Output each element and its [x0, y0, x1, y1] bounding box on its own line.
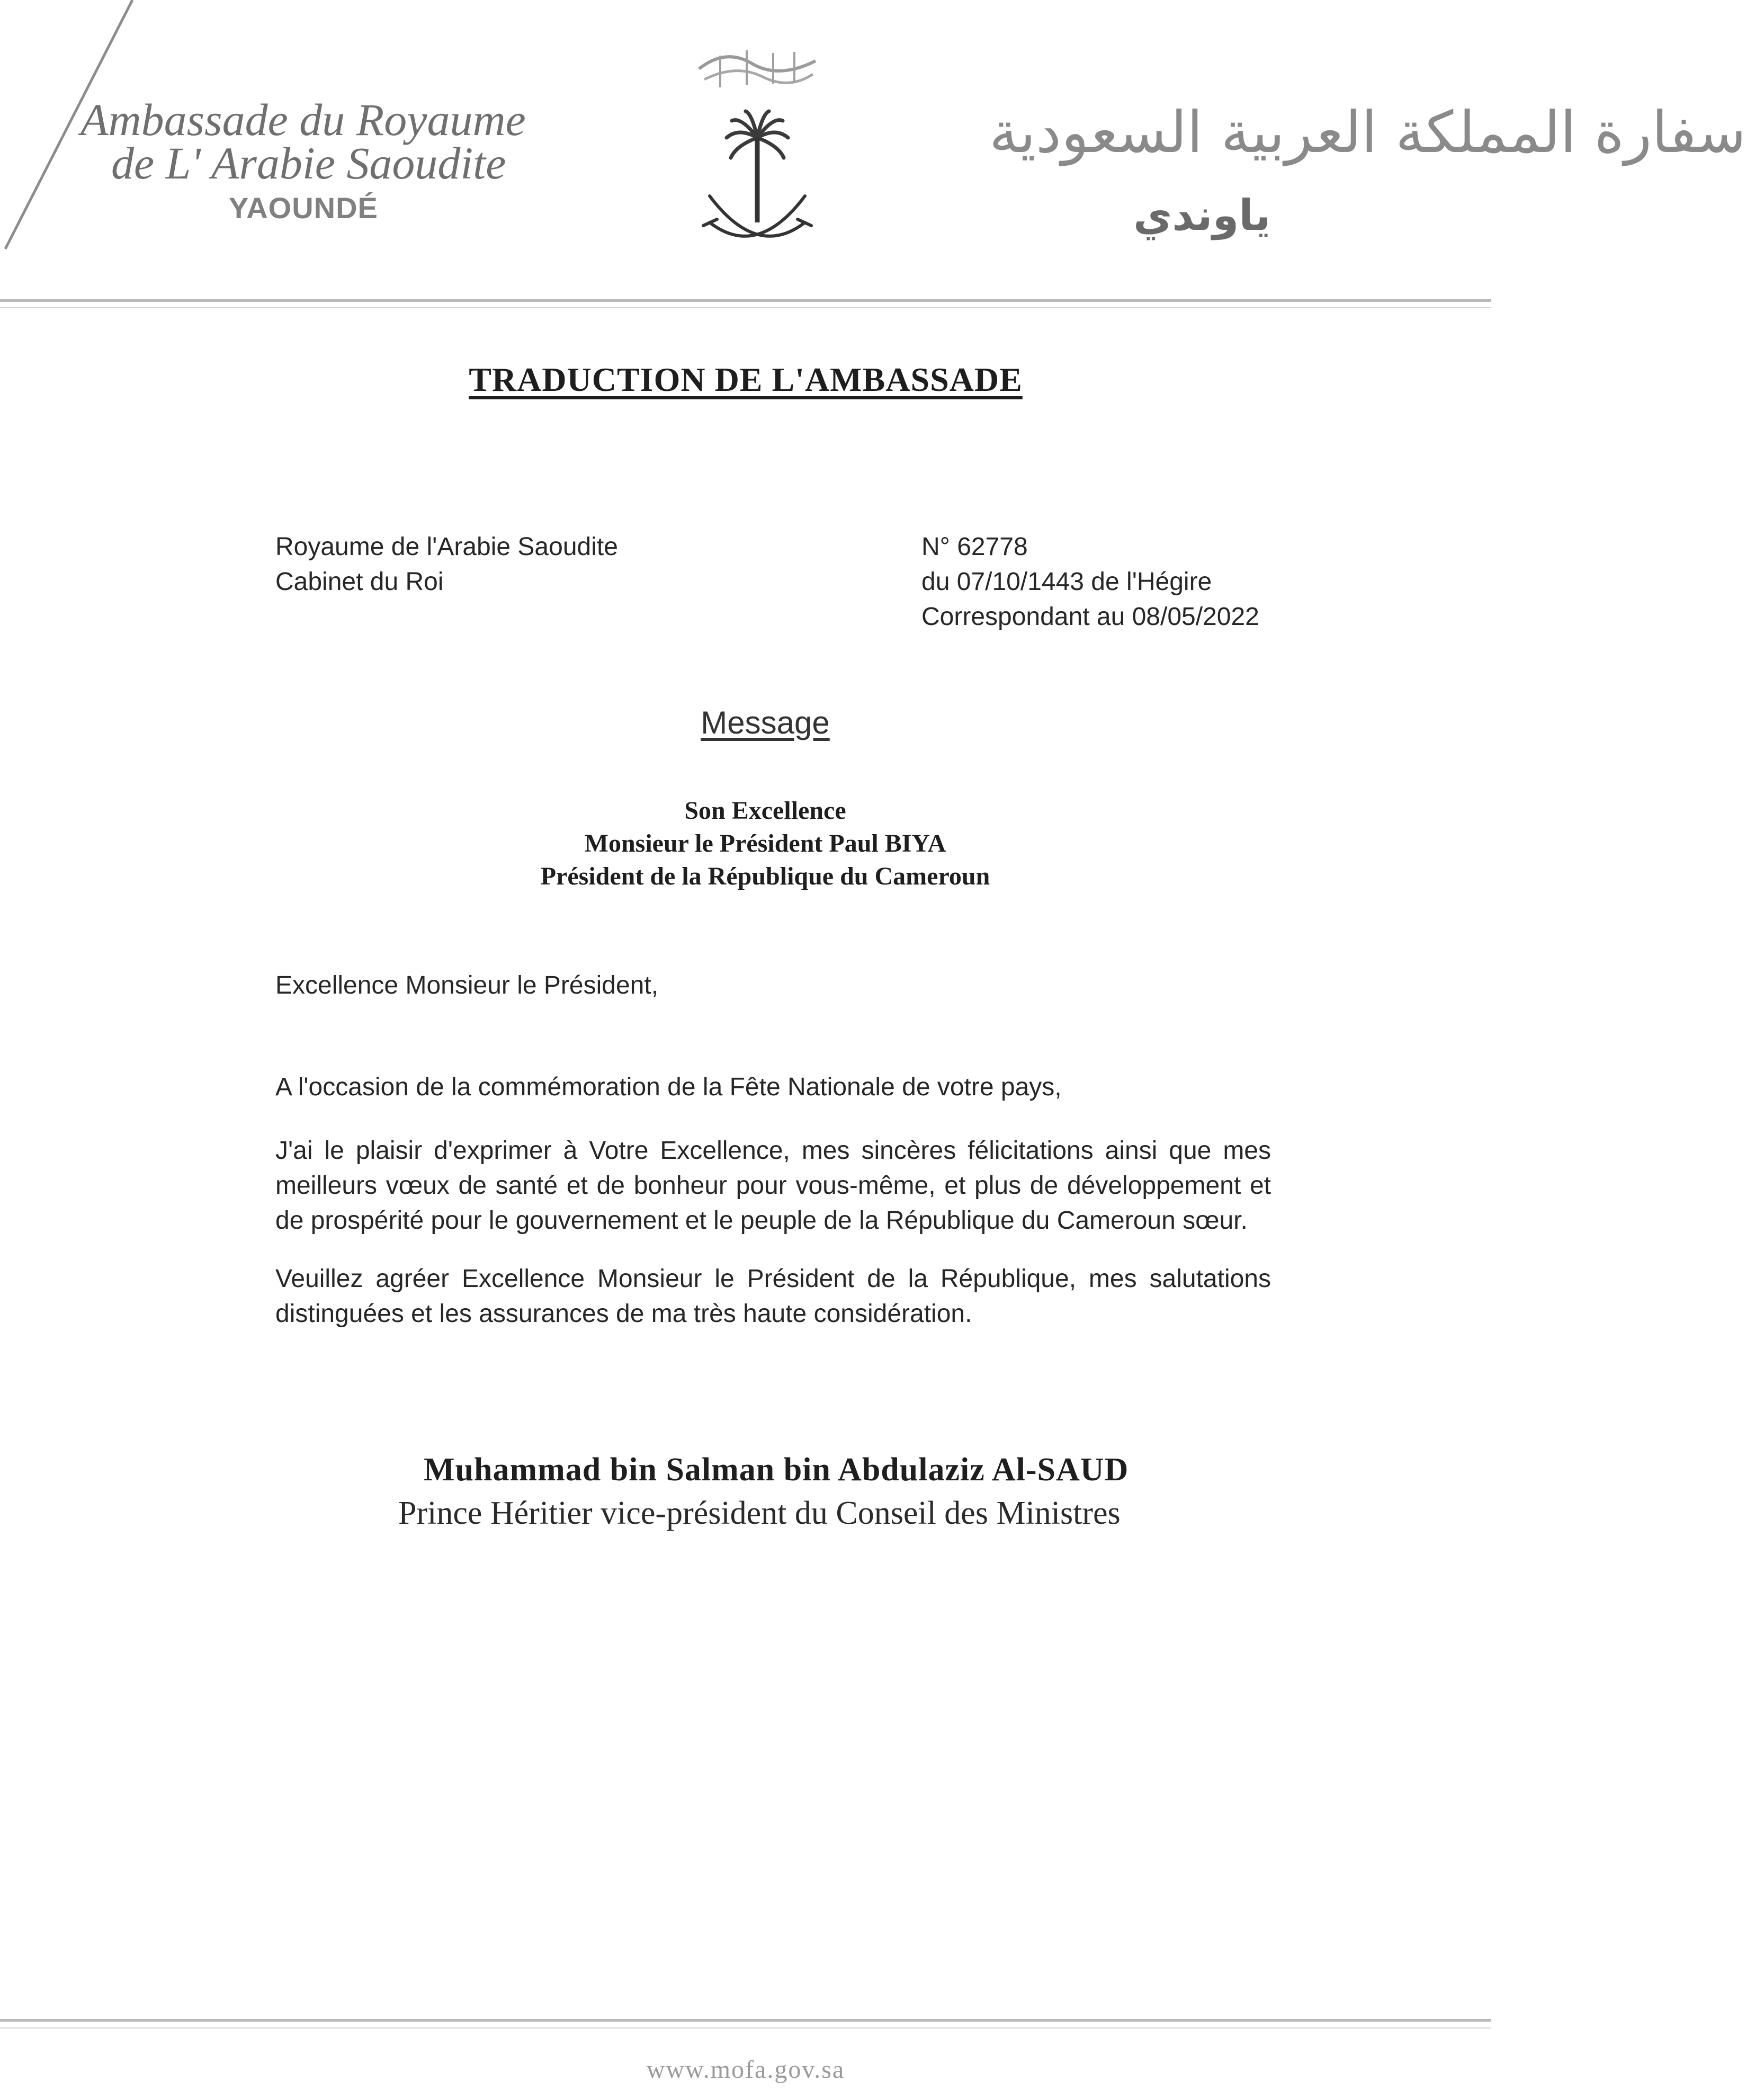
- letterhead-rule-thin: [0, 307, 1491, 308]
- body-paragraph: Veuillez agréer Excellence Monsieur le Président de la République, mes salutations distinguées et les assurances de ma très haute considération.: [275, 1265, 1271, 1328]
- embassy-name-fr-line1: Ambassade du Royaume: [80, 94, 526, 145]
- reference-number: N° 62778: [921, 533, 1028, 561]
- signatory-name: Muhammad bin Salman bin Abdulaziz Al-SAUD: [424, 1452, 1129, 1488]
- sender-line: Cabinet du Roi: [275, 568, 444, 596]
- letterhead-rule: [0, 299, 1491, 302]
- addressee-block: [0, 794, 1530, 893]
- addressee-line: Son Excellence: [684, 797, 846, 825]
- reference-date-hijri: du 07/10/1443 de l'Hégire: [921, 568, 1212, 596]
- reference-block: [921, 530, 1259, 635]
- addressee-line: Président de la République du Cameroun: [540, 862, 990, 890]
- reference-date-gregorian: Correspondant au 08/05/2022: [921, 603, 1259, 631]
- body-paragraph: J'ai le plaisir d'exprimer à Votre Excellence, mes sincères félicitations ainsi que mes meilleurs vœux de santé et de bonheur pour vous-même, et plus de développement et de prospérité pour le gouvernement et le peuple de la République du Cameroun sœur.: [275, 1137, 1271, 1235]
- saudi-emblem-icon: [688, 37, 826, 270]
- document-title-text: TRADUCTION DE L'AMBASSADE: [469, 361, 1023, 398]
- body-paragraph: A l'occasion de la commémoration de la Fête Nationale de votre pays,: [275, 1073, 1062, 1101]
- embassy-name-fr-line2: de L' Arabie Saoudite: [111, 138, 506, 189]
- footer-rule-thin: [0, 2027, 1491, 2028]
- sender-block: [275, 530, 618, 600]
- embassy-city-ar: ياوندي: [1133, 191, 1271, 240]
- addressee-line: Monsieur le Président Paul BIYA: [584, 829, 946, 857]
- message-heading: [0, 704, 1530, 741]
- salutation: Excellence Monsieur le Président,: [275, 971, 659, 999]
- document-title: [0, 360, 1491, 399]
- footer-rule: [0, 2019, 1491, 2022]
- message-heading-text: Message: [701, 705, 830, 740]
- footer-website: www.mofa.gov.sa: [646, 2056, 845, 2084]
- embassy-name-ar: سفارة المملكة العربية السعودية: [989, 100, 1746, 166]
- embassy-city-fr: YAOUNDÉ: [229, 191, 378, 225]
- signatory-title: Prince Héritier vice-président du Conseil des Ministres: [398, 1495, 1121, 1531]
- sender-line: Royaume de l'Arabie Saoudite: [275, 533, 618, 561]
